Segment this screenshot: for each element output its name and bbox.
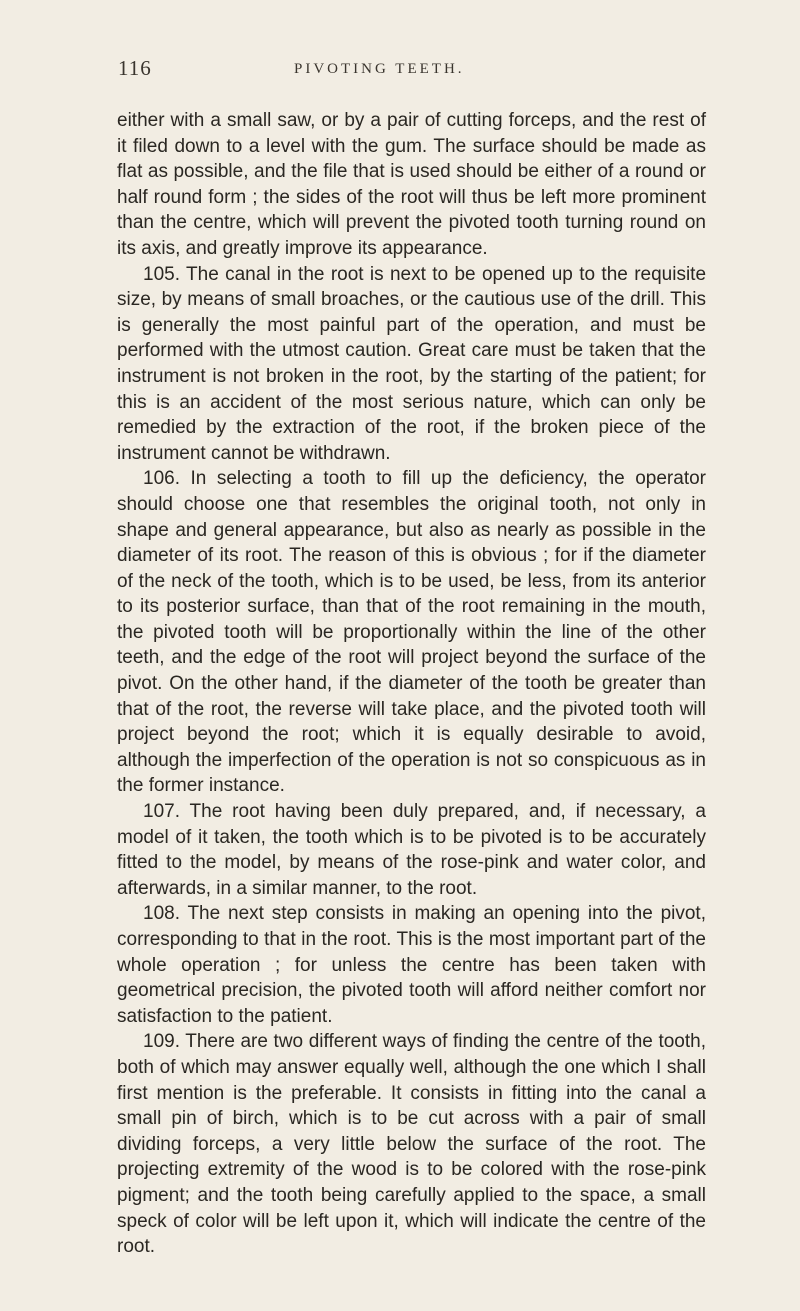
paragraph-text: There are two different ways of finding the centre of the tooth, both of which may answer equally well, although the one which I shall first mention is the preferable. It consists in fitting into the canal a small pin of birch, which is to be cut across with a pair of small dividing forceps, a very little below the surface of the root. The projecting extremity of the wood is to be colored with the rose-pink pigment; and the tooth being carefully applied to the space, a small speck of color will be left upon it, which will indicate the centre of the root.: [117, 1031, 706, 1258]
paragraph-text: The next step consists in making an opening into the pivot, corresponding to that in the root. This is the most important part of the whole operation ; for unless the centre has been taken with geometrical precision, the pivoted tooth will afford neither comfort nor satisfaction to the patient.: [117, 903, 706, 1027]
paragraph-text: In selecting a tooth to fill up the deficiency, the operator should choose one that resembles the original tooth, not only in shape and general appearance, but also as nearly as possible in the diameter of its root. The reason of this is obvious ; for if the diameter of the neck of the tooth, which is to be used, be less, from its anterior to its posterior surface, than that of the root remaining in the mouth, the pivoted tooth will be proportionally within the line of the other teeth, and the edge of the root will project beyond the surface of the pivot. On the other hand, if the diameter of the tooth be greater than that of the root, the reverse will take place, and the pivoted tooth will project beyond the root; which it is equally desirable to avoid, although the imperfection of the operation is not so conspicuous as in the former instance.: [117, 468, 706, 797]
body-text: [117, 108, 706, 1260]
paragraph-number: 105.: [143, 263, 180, 285]
paragraph-number: 107.: [143, 801, 180, 823]
running-head: PIVOTING TEETH.: [294, 61, 465, 77]
paragraph-text: either with a small saw, or by a pair of cutting forceps, and the rest of it filed down to a level with the gum. The surface should be made as flat as possible, and the file that is used should be either of a round or half round form ; the sides of the root will thus be left more prominent than the centre, which will prevent the pivoted tooth turning round on its axis, and greatly improve its appearance.: [117, 110, 706, 259]
paragraph-105: [117, 262, 706, 467]
paragraph-107: [117, 799, 706, 901]
paragraph-continuation: [117, 108, 706, 262]
page-header: [118, 56, 700, 86]
paragraph-number: 106.: [143, 468, 180, 490]
paragraph-106: [117, 466, 706, 799]
paragraph-number: 108.: [143, 903, 180, 925]
paragraph-text: The canal in the root is next to be opened up to the requisite size, by means of small broaches, or the cautious use of the drill. This is generally the most painful part of the operation, and must be performed with the utmost caution. Great care must be taken that the instrument is not broken in the root, by the starting of the patient; for this is an accident of the most serious nature, which can only be remedied by the extraction of the root, if the broken piece of the instrument cannot be withdrawn.: [117, 263, 707, 464]
paragraph-number: 109.: [143, 1031, 180, 1053]
paragraph-108: [117, 901, 706, 1029]
paragraph-109: [117, 1029, 706, 1259]
paragraph-text: The root having been duly prepared, and, if necessary, a model of it taken, the tooth which is to be pivoted is to be accurately fitted to the model, by means of the rose-pink and water color, and afterwards, in a similar manner, to the root.: [117, 801, 707, 899]
page-number: 116: [118, 56, 152, 80]
